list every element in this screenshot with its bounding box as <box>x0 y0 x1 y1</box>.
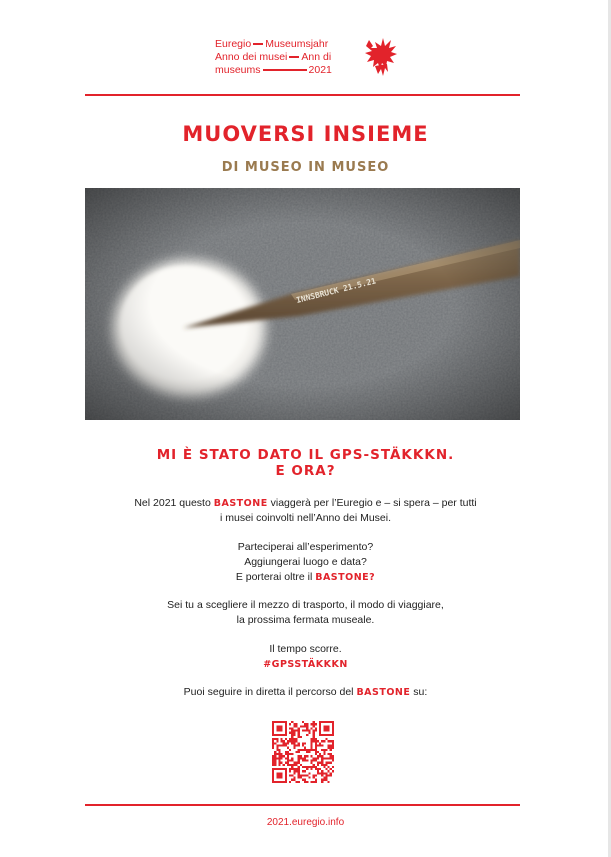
paragraph-line: E porterai oltre il BASTONE? <box>235 571 376 583</box>
eagle-icon <box>363 36 399 78</box>
paragraph-3 <box>0 598 611 628</box>
paragraph-line: Aggiungerai luogo e data? <box>244 556 367 568</box>
qr-code[interactable] <box>272 721 334 783</box>
heading-line: E ORA? <box>275 463 336 479</box>
logo-line-3 <box>215 64 332 76</box>
photo-illustration <box>85 188 520 420</box>
logo-line-1 <box>215 38 328 50</box>
hashtag: #GPSSTÄKKKN <box>263 659 348 670</box>
paragraph-line: Nel 2021 questo BASTONE viaggerà per l’Euregio e – si spera – per tutti <box>134 497 477 509</box>
paragraph-5: Puoi seguire in diretta il percorso del BASTONE su: <box>183 686 428 698</box>
page-title: MUOVERSI INSIEME <box>182 122 429 146</box>
section-heading <box>0 447 611 479</box>
euregio-logo <box>215 38 395 80</box>
stick-photo <box>85 188 520 420</box>
page-subtitle: DI MUSEO IN MUSEO <box>221 160 390 175</box>
bottom-divider <box>85 804 520 806</box>
keyword-bastone: BASTONE? <box>315 572 376 583</box>
logo-text: museums <box>215 64 261 76</box>
logo-text: Anno dei musei <box>215 51 288 63</box>
logo-text: Museumsjahr <box>265 38 329 50</box>
paragraph-line: Sei tu a scegliere il mezzo di trasporto, il modo di viaggiare, <box>167 599 444 611</box>
paragraph-line: la prossima fermata museale. <box>236 614 375 626</box>
paragraph-line: Il tempo scorre. <box>269 643 342 655</box>
paragraph-4 <box>0 642 611 672</box>
logo-text: Ann di <box>301 51 332 63</box>
heading-line: MI È STATO DATO IL GPS-STÄKKKN. <box>156 447 455 463</box>
logo-line-2 <box>215 51 331 63</box>
logo-text: Euregio <box>215 38 252 50</box>
logo-text: 2021 <box>308 64 332 76</box>
paragraph-1 <box>0 496 611 526</box>
keyword-bastone: BASTONE <box>213 498 268 509</box>
top-divider <box>85 94 520 96</box>
paragraph-line: Parteciperai all’esperimento? <box>237 541 374 553</box>
footer-url[interactable]: 2021.euregio.info <box>266 817 345 828</box>
paragraph-2 <box>0 540 611 585</box>
keyword-bastone: BASTONE <box>356 687 411 698</box>
paragraph-line: i musei coinvolti nell’Anno dei Musei. <box>220 512 391 524</box>
